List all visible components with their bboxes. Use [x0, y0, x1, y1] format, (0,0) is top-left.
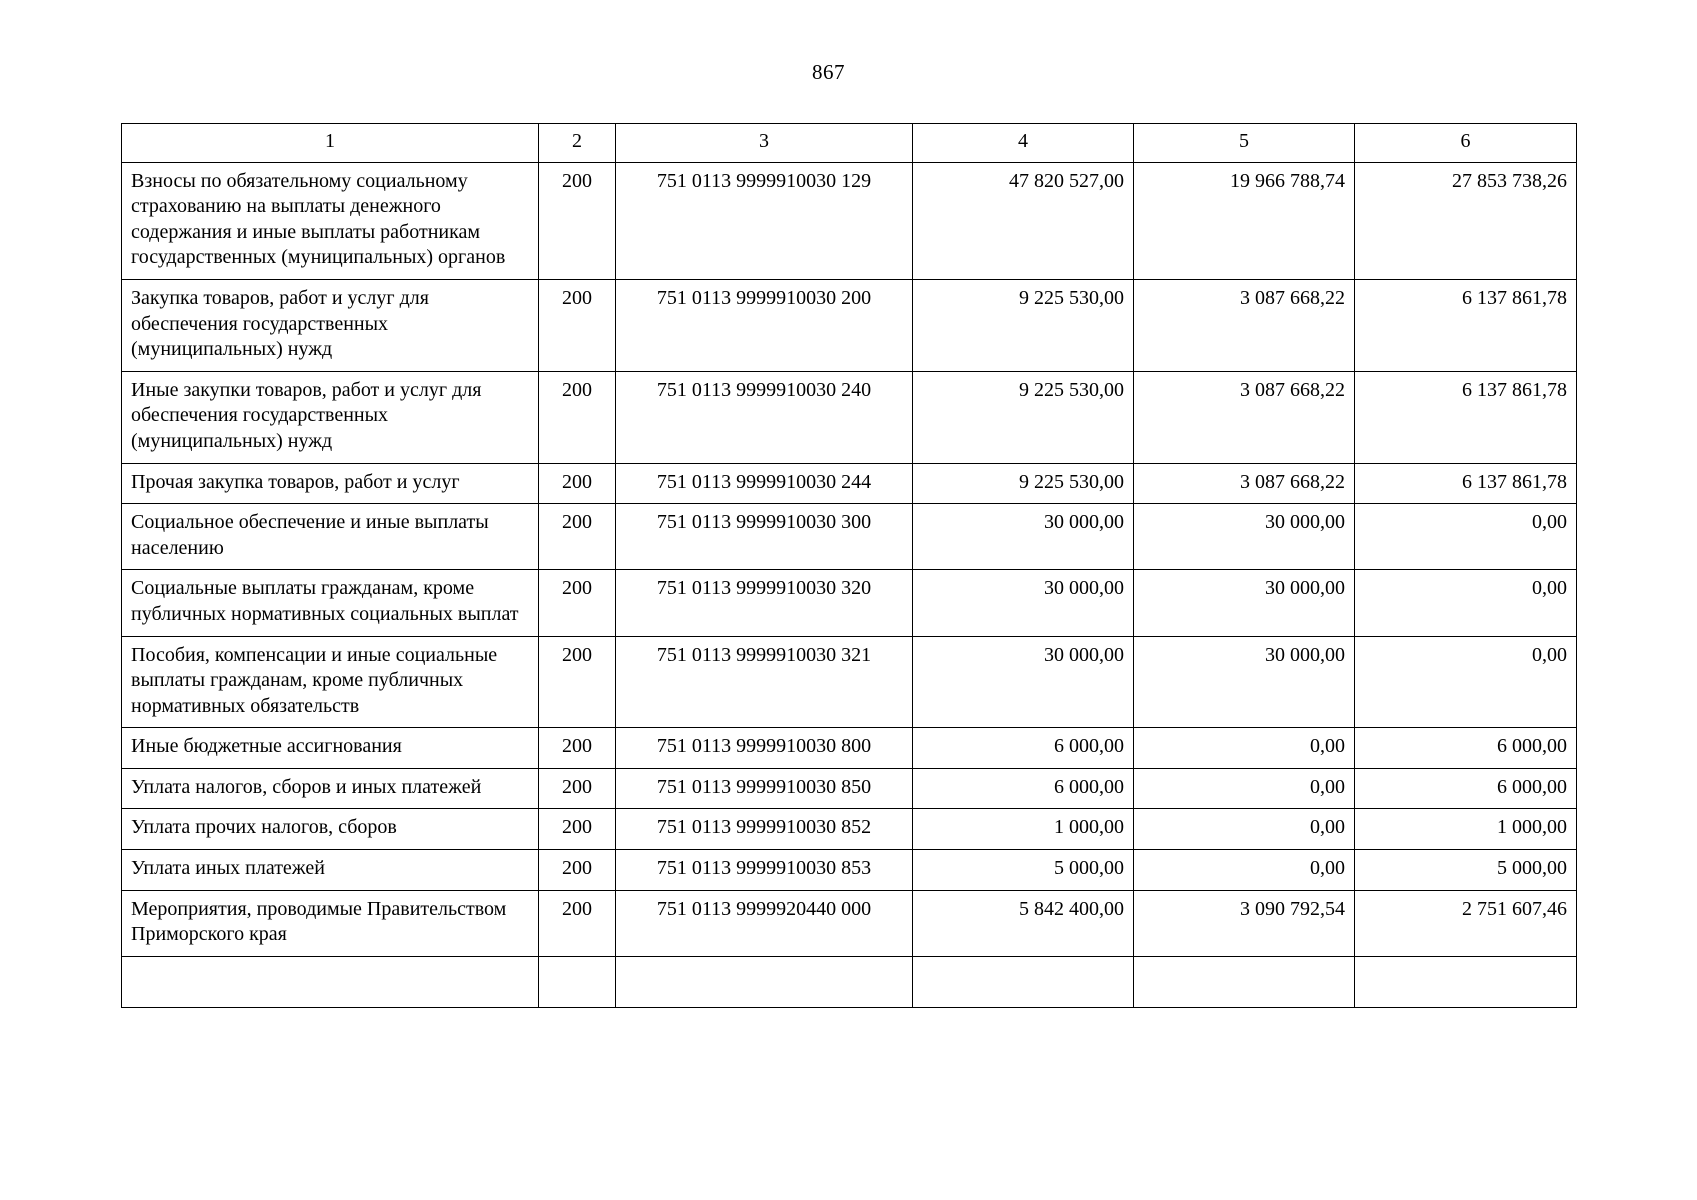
- filler-cell: [1355, 956, 1577, 1007]
- row-name: Закупка товаров, работ и услуг для обеспечения государственных (муниципальных) нужд: [122, 279, 539, 371]
- table-row: [122, 636, 1577, 728]
- row-value-4: 5 000,00: [913, 850, 1134, 891]
- row-value-4: 6 000,00: [913, 728, 1134, 769]
- filler-cell: [122, 956, 539, 1007]
- column-header-6: 6: [1355, 124, 1577, 163]
- row-value-4: 30 000,00: [913, 636, 1134, 728]
- budget-table: [121, 123, 1577, 1008]
- row-value-6: 6 137 861,78: [1355, 279, 1577, 371]
- column-header-2: 2: [539, 124, 616, 163]
- filler-cell: [616, 956, 913, 1007]
- column-header-5: 5: [1134, 124, 1355, 163]
- row-value-5: 30 000,00: [1134, 570, 1355, 636]
- row-classification: 751 0113 9999910030 853: [616, 850, 913, 891]
- row-classification: 751 0113 9999920440 000: [616, 890, 913, 956]
- row-value-5: 3 087 668,22: [1134, 279, 1355, 371]
- page-number: 867: [812, 60, 845, 84]
- row-value-4: 5 842 400,00: [913, 890, 1134, 956]
- row-code: 200: [539, 463, 616, 504]
- row-value-4: 9 225 530,00: [913, 371, 1134, 463]
- row-classification: 751 0113 9999910030 800: [616, 728, 913, 769]
- row-code: 200: [539, 890, 616, 956]
- row-value-5: 30 000,00: [1134, 504, 1355, 570]
- table-row: [122, 371, 1577, 463]
- filler-cell: [1134, 956, 1355, 1007]
- row-value-5: 0,00: [1134, 768, 1355, 809]
- row-code: 200: [539, 636, 616, 728]
- row-value-4: 6 000,00: [913, 768, 1134, 809]
- row-value-6: 2 751 607,46: [1355, 890, 1577, 956]
- table-row: [122, 809, 1577, 850]
- row-value-6: 27 853 738,26: [1355, 162, 1577, 279]
- column-header-3: 3: [616, 124, 913, 163]
- table-row: [122, 728, 1577, 769]
- column-header-4: 4: [913, 124, 1134, 163]
- row-code: 200: [539, 809, 616, 850]
- row-classification: 751 0113 9999910030 321: [616, 636, 913, 728]
- row-value-6: 5 000,00: [1355, 850, 1577, 891]
- table-filler-row: [122, 956, 1577, 1007]
- budget-table-container: [121, 123, 1576, 1008]
- row-value-4: 9 225 530,00: [913, 279, 1134, 371]
- filler-cell: [539, 956, 616, 1007]
- row-code: 200: [539, 570, 616, 636]
- table-header-row: [122, 124, 1577, 163]
- row-value-4: 30 000,00: [913, 504, 1134, 570]
- row-classification: 751 0113 9999910030 320: [616, 570, 913, 636]
- table-row: [122, 504, 1577, 570]
- table-row: [122, 570, 1577, 636]
- row-name: Социальные выплаты гражданам, кроме публичных нормативных социальных выплат: [122, 570, 539, 636]
- row-value-5: 0,00: [1134, 850, 1355, 891]
- row-value-4: 30 000,00: [913, 570, 1134, 636]
- row-value-5: 30 000,00: [1134, 636, 1355, 728]
- row-value-4: 1 000,00: [913, 809, 1134, 850]
- row-code: 200: [539, 371, 616, 463]
- row-classification: 751 0113 9999910030 244: [616, 463, 913, 504]
- table-row: [122, 279, 1577, 371]
- row-value-6: 6 137 861,78: [1355, 463, 1577, 504]
- row-name: Пособия, компенсации и иные социальные выплаты гражданам, кроме публичных нормативных обязательств: [122, 636, 539, 728]
- row-classification: 751 0113 9999910030 240: [616, 371, 913, 463]
- row-name: Иные бюджетные ассигнования: [122, 728, 539, 769]
- row-code: 200: [539, 504, 616, 570]
- table-row: [122, 850, 1577, 891]
- row-value-6: 6 000,00: [1355, 768, 1577, 809]
- row-value-6: 0,00: [1355, 636, 1577, 728]
- row-classification: 751 0113 9999910030 129: [616, 162, 913, 279]
- row-value-4: 47 820 527,00: [913, 162, 1134, 279]
- row-value-5: 0,00: [1134, 809, 1355, 850]
- row-code: 200: [539, 768, 616, 809]
- table-row: [122, 890, 1577, 956]
- row-value-6: 0,00: [1355, 570, 1577, 636]
- row-name: Уплата прочих налогов, сборов: [122, 809, 539, 850]
- row-value-5: 3 090 792,54: [1134, 890, 1355, 956]
- row-code: 200: [539, 279, 616, 371]
- row-value-5: 0,00: [1134, 728, 1355, 769]
- row-name: Социальное обеспечение и иные выплаты населению: [122, 504, 539, 570]
- row-classification: 751 0113 9999910030 300: [616, 504, 913, 570]
- row-code: 200: [539, 850, 616, 891]
- row-name: Мероприятия, проводимые Правительством Приморского края: [122, 890, 539, 956]
- filler-cell: [913, 956, 1134, 1007]
- row-value-6: 1 000,00: [1355, 809, 1577, 850]
- row-code: 200: [539, 162, 616, 279]
- budget-table-body: [122, 124, 1577, 1008]
- row-name: Уплата налогов, сборов и иных платежей: [122, 768, 539, 809]
- row-value-6: 6 000,00: [1355, 728, 1577, 769]
- row-value-5: 3 087 668,22: [1134, 463, 1355, 504]
- row-value-6: 0,00: [1355, 504, 1577, 570]
- row-value-5: 19 966 788,74: [1134, 162, 1355, 279]
- row-name: Иные закупки товаров, работ и услуг для обеспечения государственных (муниципальных) нужд: [122, 371, 539, 463]
- row-code: 200: [539, 728, 616, 769]
- table-row: [122, 463, 1577, 504]
- row-name: Взносы по обязательному социальному страхованию на выплаты денежного содержания и иные выплаты работникам государственных (муниципальных) органов: [122, 162, 539, 279]
- table-row: [122, 768, 1577, 809]
- row-name: Прочая закупка товаров, работ и услуг: [122, 463, 539, 504]
- row-value-4: 9 225 530,00: [913, 463, 1134, 504]
- column-header-1: 1: [122, 124, 539, 163]
- row-name: Уплата иных платежей: [122, 850, 539, 891]
- row-classification: 751 0113 9999910030 850: [616, 768, 913, 809]
- row-value-6: 6 137 861,78: [1355, 371, 1577, 463]
- row-value-5: 3 087 668,22: [1134, 371, 1355, 463]
- table-row: [122, 162, 1577, 279]
- row-classification: 751 0113 9999910030 200: [616, 279, 913, 371]
- row-classification: 751 0113 9999910030 852: [616, 809, 913, 850]
